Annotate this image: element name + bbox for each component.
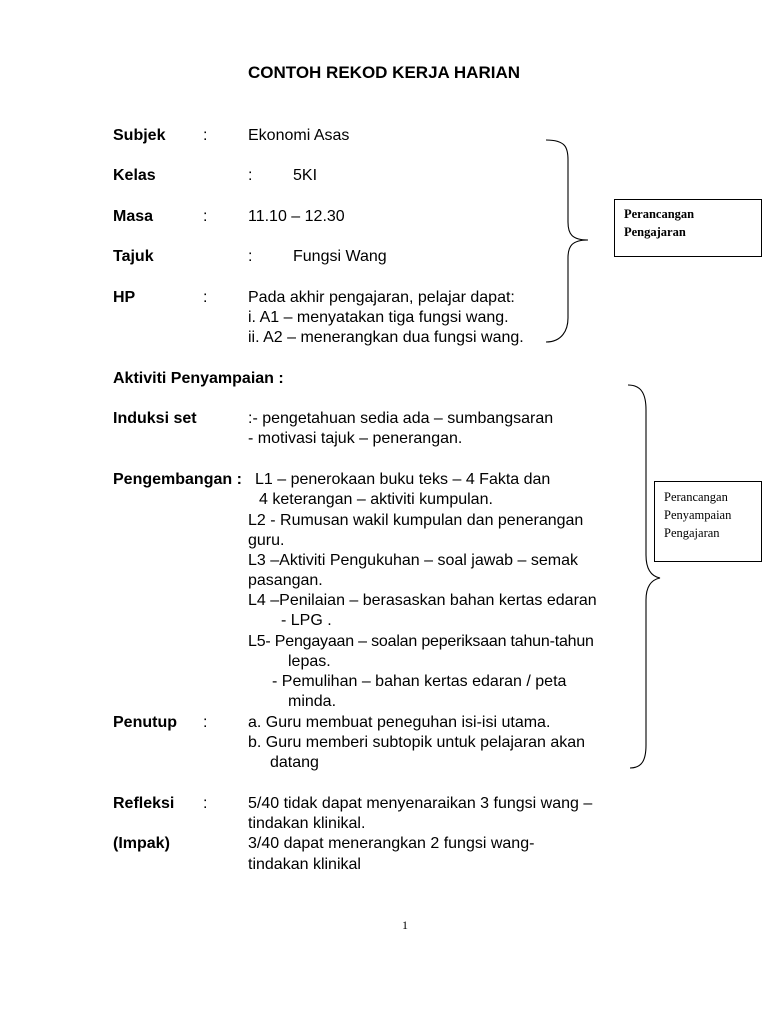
pengembangan-line: L4 –Penilaian – berasaskan bahan kertas edaran [248,592,597,609]
penutup-label: Penutup [113,714,177,731]
perancangan-penyampaian-box [654,481,762,562]
pengembangan-line: L2 - Rumusan wakil kumpulan dan penerangan [248,512,584,529]
kelas-label: Kelas [113,167,156,184]
kelas-value: 5KI [293,167,318,184]
pengembangan-line: lepas. [288,653,331,670]
refleksi-colon: : [203,795,208,812]
brace-bottom [628,385,660,768]
pengembangan-line: 4 keterangan – aktiviti kumpulan. [259,491,493,508]
refleksi-line: 5/40 tidak dapat menyenaraikan 3 fungsi wang – [248,795,593,812]
masa-label: Masa [113,208,154,225]
tajuk-colon: : [248,248,253,265]
impak-label: (Impak) [113,835,170,852]
hp-line: ii. A2 – menerangkan dua fungsi wang. [248,329,524,346]
pengembangan-line: pasangan. [248,572,323,589]
induksi-line: - motivasi tajuk – penerangan. [248,430,463,447]
box2-line: Pengajaran [664,526,720,540]
penutup-line: b. Guru memberi subtopik untuk pelajaran akan [248,734,586,751]
perancangan-pengajaran-box [614,199,762,257]
penutup-colon: : [203,714,208,731]
aktiviti-heading: Aktiviti Penyampaian : [113,370,284,387]
impak-line: 3/40 dapat menerangkan 2 fungsi wang- [248,835,535,852]
kelas-colon: : [248,167,253,184]
masa-colon: : [203,208,208,225]
subjek-label: Subjek [113,127,166,144]
pengembangan-line: minda. [288,693,337,710]
pengembangan-label: Pengembangan : [113,471,242,488]
box1-line: Pengajaran [624,225,686,239]
refleksi-label: Refleksi [113,795,175,812]
refleksi-line: tindakan klinikal. [248,815,366,832]
pengembangan-line: L3 –Aktiviti Pengukuhan – soal jawab – semak [248,552,578,569]
induksi-label: Induksi set [113,410,197,427]
hp-line: Pada akhir pengajaran, pelajar dapat: [248,289,515,306]
page-title: CONTOH REKOD KERJA HARIAN [247,63,521,82]
brace-top [546,140,588,342]
box2-line: Penyampaian [664,508,732,522]
subjek-value: Ekonomi Asas [248,127,350,144]
hp-line: i. A1 – menyatakan tiga fungsi wang. [248,309,509,326]
pengembangan-line: - Pemulihan – bahan kertas edaran / peta [272,673,567,690]
pengembangan-line: L1 – penerokaan buku teks – 4 Fakta dan [255,471,551,488]
pengembangan-line: - LPG . [281,612,332,629]
box2-line: Perancangan [664,490,728,504]
hp-colon: : [203,289,208,306]
tajuk-value: Fungsi Wang [293,248,387,265]
penutup-line: datang [270,754,319,771]
box1-line: Perancangan [624,207,695,221]
subjek-colon: : [203,127,208,144]
impak-line: tindakan klinikal [248,856,361,873]
masa-value: 11.10 – 12.30 [248,208,345,225]
induksi-line: :- pengetahuan sedia ada – sumbangsaran [248,410,554,427]
pengembangan-line: guru. [248,532,285,549]
tajuk-label: Tajuk [113,248,154,265]
page-number: 1 [402,918,408,932]
pengembangan-line: L5- Pengayaan – soalan peperiksaan tahun-tahun [248,633,594,650]
hp-label: HP [113,289,136,306]
penutup-line: a. Guru membuat peneguhan isi-isi utama. [248,714,551,731]
